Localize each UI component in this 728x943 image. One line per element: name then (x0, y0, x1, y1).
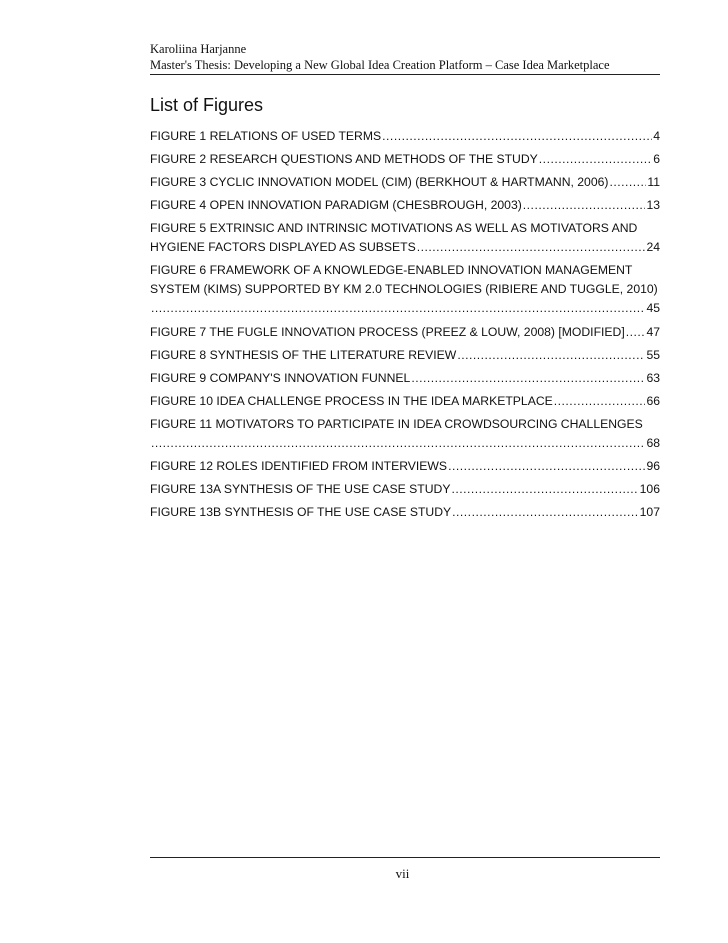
toc-entry-text: FIGURE 3 CYCLIC INNOVATION MODEL (CIM) (BERKHOUT & HARTMANN, 2006) (150, 175, 609, 190)
toc-entry-text: FIGURE 1 RELATIONS OF USED TERMS (150, 129, 382, 143)
toc-entry[interactable] (150, 323, 660, 342)
toc-entry-text: FIGURE 9 COMPANY'S INNOVATION FUNNEL (150, 370, 411, 385)
dot-leader (609, 173, 646, 192)
toc-entry-text: FIGURE 4 OPEN INNOVATION PARADIGM (CHESBROUGH, 2003) (150, 198, 522, 213)
toc-entry-page: 107 (639, 505, 660, 520)
dot-leader (452, 503, 639, 522)
toc-entry[interactable] (150, 173, 660, 192)
toc-entry[interactable] (150, 196, 660, 215)
dot-leader (451, 480, 638, 499)
dot-leader (554, 392, 646, 411)
toc-entry-page: 55 (646, 347, 660, 362)
toc-entry-page: 47 (646, 324, 660, 339)
list-of-figures (150, 127, 660, 526)
toc-entry-text: FIGURE 13B SYNTHESIS OF THE USE CASE STUDY (150, 505, 452, 520)
dot-leader (457, 346, 645, 365)
toc-entry[interactable] (150, 392, 660, 411)
toc-entry[interactable] (150, 261, 660, 318)
toc-entry-text: FIGURE 10 IDEA CHALLENGE PROCESS IN THE IDEA MARKETPLACE (150, 393, 553, 408)
page-title: List of Figures (150, 95, 264, 115)
toc-entry[interactable] (150, 369, 660, 388)
page-number: vii (395, 866, 410, 881)
dot-leader (523, 196, 646, 215)
running-header (150, 41, 660, 75)
toc-entry-page: 96 (646, 459, 660, 474)
toc-entry[interactable] (150, 219, 660, 257)
toc-entry-text: FIGURE 2 RESEARCH QUESTIONS AND METHODS OF THE STUDY (150, 152, 538, 167)
dot-leader (626, 323, 646, 342)
toc-entry-text: FIGURE 8 SYNTHESIS OF THE LITERATURE REVIEW (150, 347, 457, 362)
toc-entry-page: 63 (646, 370, 660, 385)
toc-entry[interactable] (150, 480, 660, 499)
toc-entry-page: 68 (646, 435, 660, 450)
toc-entry[interactable] (150, 503, 660, 522)
toc-entry[interactable] (150, 457, 660, 476)
toc-entry-text: FIGURE 7 THE FUGLE INNOVATION PROCESS (PREEZ & LOUW, 2008) [MODIFIED] (150, 324, 625, 339)
toc-entry-page: 11 (647, 175, 660, 190)
dot-leader (382, 127, 652, 146)
toc-entry-page: 45 (646, 301, 660, 316)
header-thesis-title: Master's Thesis: Developing a New Global Idea Creation Platform – Case Idea Marketplace (150, 58, 610, 72)
toc-entry[interactable] (150, 150, 660, 169)
toc-entry[interactable] (150, 127, 660, 146)
toc-entry[interactable] (150, 346, 660, 365)
toc-entry-page: 13 (646, 198, 660, 213)
dot-leader (411, 369, 645, 388)
toc-entry-text: FIGURE 12 ROLES IDENTIFIED FROM INTERVIEWS (150, 459, 448, 474)
dot-leader (539, 150, 652, 169)
toc-entry-text: FIGURE 13A SYNTHESIS OF THE USE CASE STUDY (150, 482, 451, 497)
dot-leader (417, 238, 646, 257)
toc-entry-page: 4 (653, 129, 660, 143)
toc-entry-text: SYSTEM (KIMS) SUPPORTED BY KM 2.0 TECHNOLOGIES (RIBIERE AND TUGGLE, 2010) (150, 282, 658, 297)
toc-entry-page: 24 (646, 240, 660, 255)
toc-entry-text: FIGURE 5 EXTRINSIC AND INTRINSIC MOTIVATIONS AS WELL AS MOTIVATORS AND (150, 221, 638, 236)
toc-entry-text: FIGURE 11 MOTIVATORS TO PARTICIPATE IN IDEA CROWDSOURCING CHALLENGES (150, 416, 643, 431)
header-author: Karoliina Harjanne (150, 42, 247, 56)
toc-entry-text: HYGIENE FACTORS DISPLAYED AS SUBSETS (150, 240, 416, 255)
toc-entry[interactable] (150, 415, 660, 453)
dot-leader (448, 457, 645, 476)
toc-entry-page: 106 (639, 482, 660, 497)
footer-divider (150, 857, 660, 858)
dot-leader (151, 299, 645, 318)
toc-entry-text: FIGURE 6 FRAMEWORK OF A KNOWLEDGE-ENABLED INNOVATION MANAGEMENT (150, 263, 633, 278)
dot-leader (151, 434, 645, 453)
toc-entry-page: 6 (653, 152, 660, 167)
toc-entry-page: 66 (646, 393, 660, 408)
